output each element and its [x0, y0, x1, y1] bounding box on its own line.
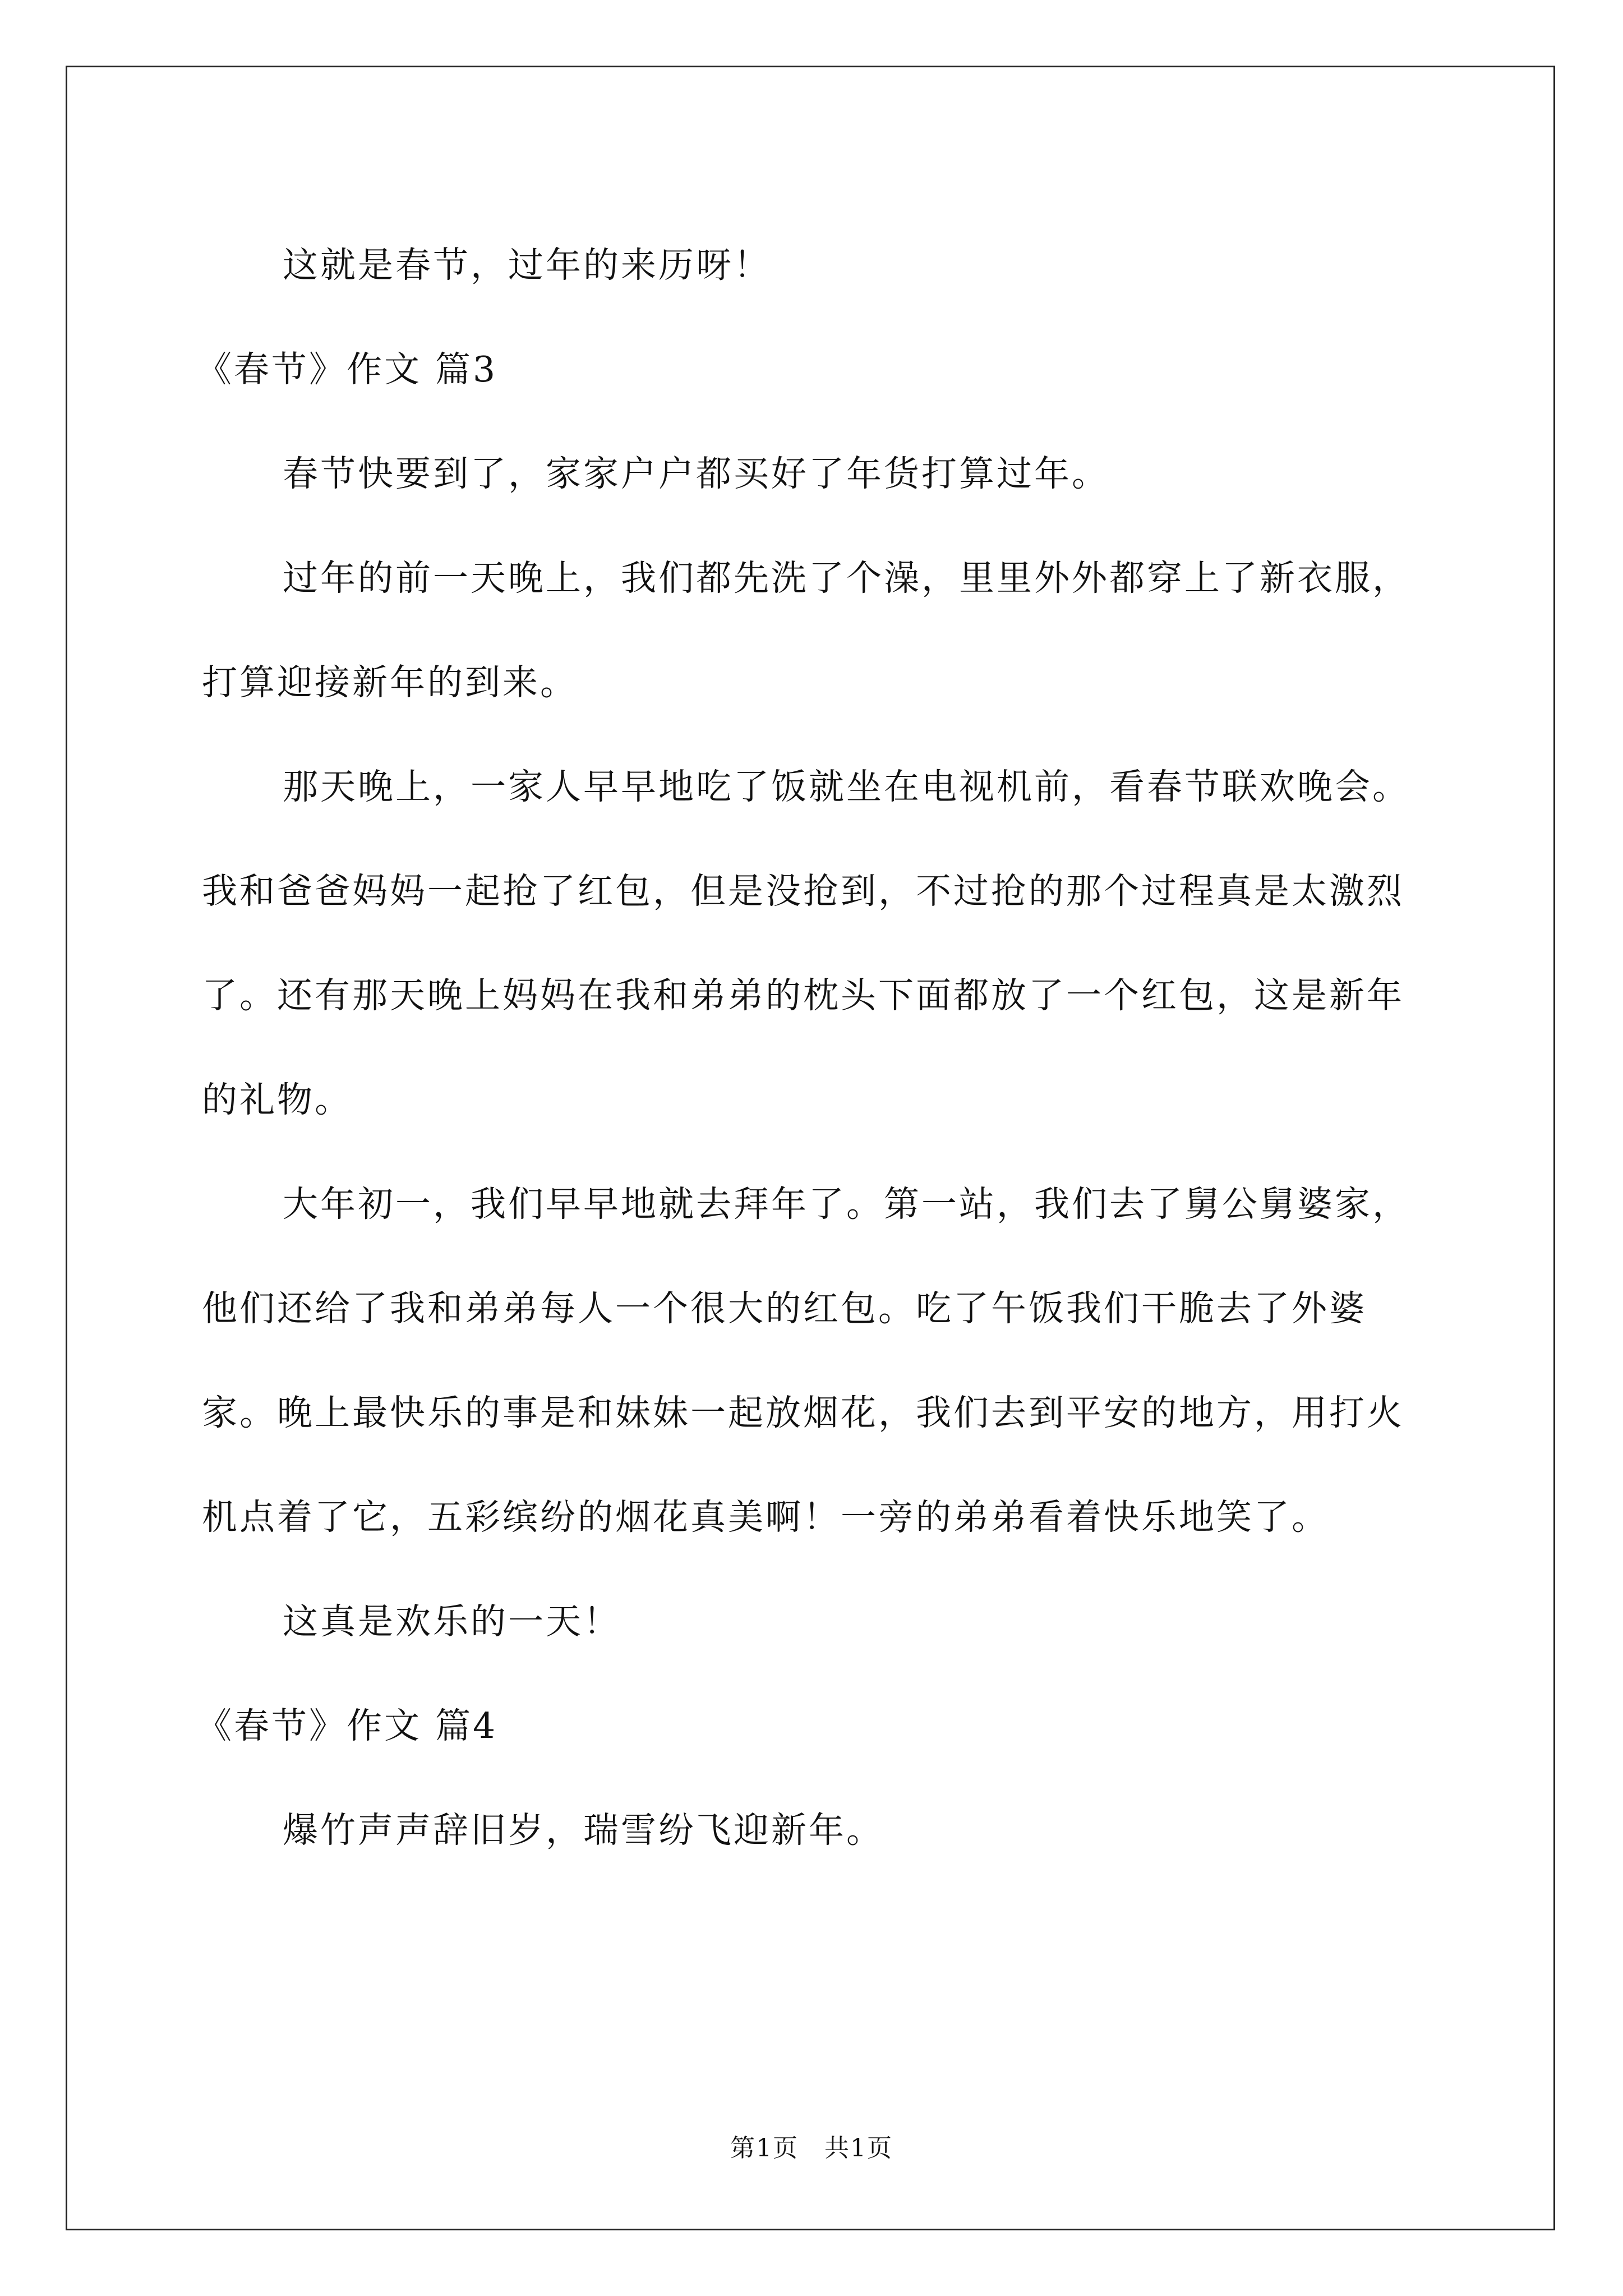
paragraph: 过年的前一天晚上，我们都先洗了个澡，里里外外都穿上了新衣服，打算迎接新年的到来。 [202, 558, 1410, 703]
paragraph: 这真是欢乐的一天！ [283, 1601, 621, 1642]
paragraph: 那天晚上，一家人早早地吃了饭就坐在电视机前，看春节联欢晚会。我和爸爸妈妈一起抢了红包，但是没抢到，不过抢的那个过程真是太激烈了。还有那天晚上妈妈在我和弟弟的枕头下面都放了一个红包，这是新年的礼物。 [202, 766, 1410, 1120]
document-body [196, 213, 1430, 1883]
page-number-footer: 第1页 共1页 [730, 2134, 893, 2162]
section-heading: 《春节》作文 篇4 [196, 1705, 498, 1746]
paragraph: 这就是春节，过年的来历呀！ [283, 245, 771, 286]
paragraph: 大年初一，我们早早地就去拜年了。第一站，我们去了舅公舅婆家，他们还给了我和弟弟每人一个很大的红包。吃了午饭我们干脆去了外婆家。晚上最快乐的事是和妹妹一起放烟花，我们去到平安的地方，用打火机点着了它，五彩缤纷的烟花真美啊！一旁的弟弟看着快乐地笑了。 [202, 1184, 1410, 1538]
section-heading: 《春节》作文 篇3 [196, 349, 498, 390]
paragraph: 春节快要到了，家家户户都买好了年货打算过年。 [283, 453, 1109, 494]
paragraph: 爆竹声声辞旧岁，瑞雪纷飞迎新年。 [283, 1810, 884, 1851]
